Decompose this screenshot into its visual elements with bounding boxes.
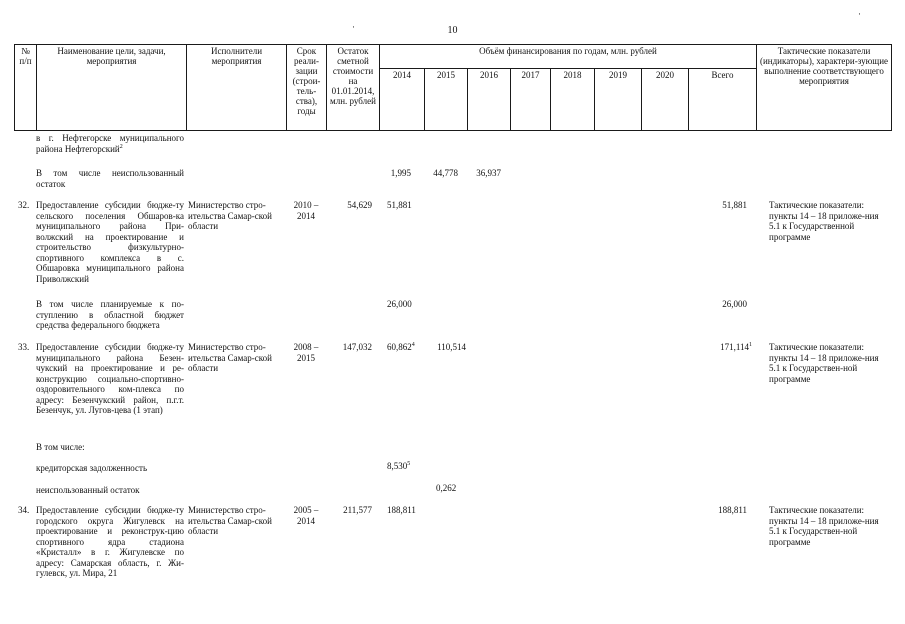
cell-2016: 36,937 (476, 168, 501, 178)
cell-total: 51,881 (722, 200, 747, 210)
cell-total: 171,114$^1$ (720, 342, 752, 352)
cell-total: 26,000 (722, 299, 747, 309)
row-term: 2010 – 2014 (293, 200, 319, 221)
row-executor: Министерство стро-ительства Самар-ской области (188, 505, 272, 536)
cell-2015: 110,514 (437, 342, 466, 352)
row-remaining: 54,629 (347, 200, 372, 210)
row-subitem-name: В том числе неиспользованный остаток (36, 168, 184, 189)
cell-2015: 44,778 (433, 168, 458, 178)
header-remaining: Остаток сметной стоимости на 01.01.2014, млн. рублей (327, 45, 380, 131)
header-total: Всего (689, 69, 757, 131)
row-indicators: Тактические показатели: пункты 14 – 18 приложе-ния 5.1 к Государственной программе (769, 200, 879, 242)
cell-2014: 26,000 (387, 299, 412, 309)
row-number: 32. (18, 200, 30, 210)
cell-2014: 188,811 (387, 505, 416, 515)
header-year: 2020 (642, 69, 689, 131)
row-indicators: Тактические показатели: пункты 14 – 18 приложе-ния 5.1 к Государствен-ной программе (769, 505, 879, 547)
cell-2015: 0,262 (436, 483, 457, 493)
scan-speck: · (858, 9, 861, 19)
row-name: Предоставление субсидии бюдже-ту муниципального района Безен-чукский на проектирование и ре-конструкцию социально-спортивно-оздоровительного ком-плекса по адресу: Безенчукский район, п.г.т. Безенчук, ул. Лугов-цева (1 этап) (36, 342, 184, 415)
row-remaining: 211,577 (343, 505, 372, 515)
cell-total: 188,811 (718, 505, 747, 515)
header-term: Срок реали-зации (строи-тель-ства), годы (287, 45, 327, 131)
row-name: Предоставление субсидии бюдже-ту сельского поселения Обшаров-ка муниципального района При-волжский на проектирование и строительство физкультурно-спортивного комплекса в с. Обшаровка муниципального района Приволжский (36, 200, 184, 284)
cell-2014: 1,995 (390, 168, 411, 178)
row-indicators: Тактические показатели: пункты 14 – 18 приложе-ния 5.1 к Государствен-ной программе (769, 342, 879, 384)
cell-2014: 8,530$^5$ (387, 461, 411, 471)
page-number: 10 (447, 25, 458, 36)
row-subitem-name: кредиторская задолженность (36, 463, 148, 473)
row-term: 2008 – 2015 (293, 342, 319, 363)
row-remaining: 147,032 (342, 342, 372, 352)
row-name: Предоставление субсидии бюдже-ту городского округа Жигулевск на проектирование и реконструк-цию спортивного ядра стадиона «Кристалл» в г. Жигулевске по адресу: Самарская область, г. Жи-гулевск, ул. Мира, 21 (36, 505, 184, 578)
table-header (14, 44, 892, 131)
cell-2014: 60,862$^4$ (387, 342, 415, 352)
header-year: 2019 (595, 69, 642, 131)
row-number: 33. (18, 342, 30, 352)
cell-2014: 51,881 (387, 200, 412, 210)
row-number: 34. (18, 505, 30, 515)
header-year: 2018 (551, 69, 595, 131)
row-continuation-name: в г. Нефтегорске муниципального района Нефтегорский$^2$ (36, 133, 184, 154)
row-subitem-name: В том числе планируемые к по-ступлению в областной бюджет средства федерального бюджета (36, 299, 184, 330)
header-year: 2017 (511, 69, 551, 131)
header-indicators: Тактические показатели (индикаторы), характери-зующие выполнение соответствующего мероприятия (757, 45, 892, 131)
header-name: Наименование цели, задачи, мероприятия (37, 45, 187, 131)
row-term: 2005 – 2014 (293, 505, 319, 526)
row-executor: Министерство стро-ительства Самар-ской области (188, 342, 272, 373)
header-executors: Исполнители мероприятия (187, 45, 287, 131)
header-financing: Объём финансирования по годам, млн. рублей (380, 45, 757, 69)
header-year: 2015 (425, 69, 468, 131)
row-executor: Министерство стро-ительства Самар-ской области (188, 200, 272, 231)
header-year: 2014 (380, 69, 425, 131)
row-subitem-name: неиспользованный остаток (36, 485, 140, 495)
table-body (14, 132, 896, 620)
scan-speck: · (352, 22, 355, 32)
row-subitem-name: В том числе: (36, 442, 85, 452)
header-num: № п/п (15, 45, 37, 131)
header-year: 2016 (468, 69, 511, 131)
